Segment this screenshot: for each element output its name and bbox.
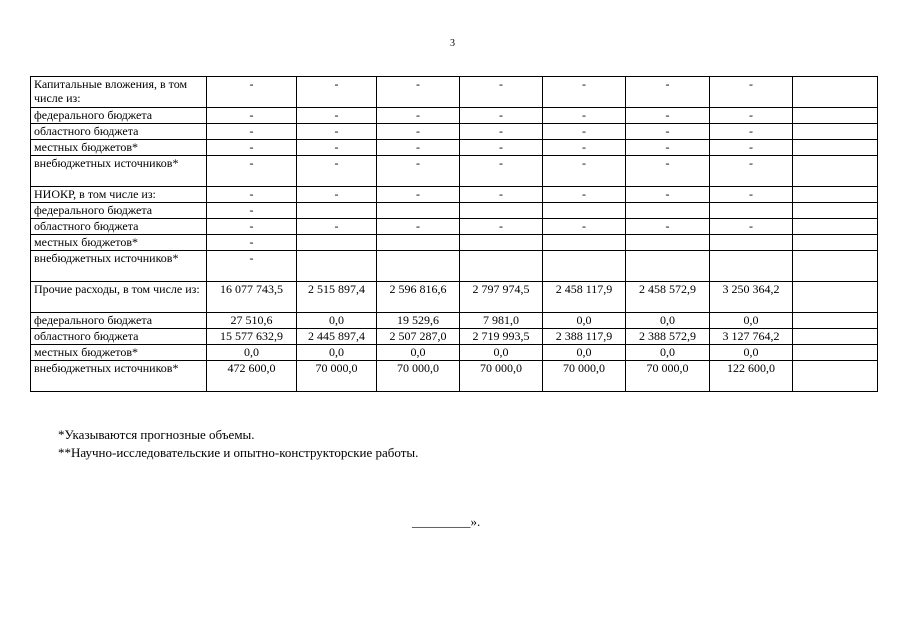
table-cell: 70 000,0 xyxy=(626,361,710,392)
footnote-niokr: **Научно-исследовательские и опытно-конструкторские работы. xyxy=(58,445,419,460)
page-number: 3 xyxy=(450,38,455,49)
table-cell xyxy=(543,251,626,282)
table-cell: 2 515 897,4 xyxy=(297,282,377,313)
table-cell: 0,0 xyxy=(710,313,793,329)
row-label: Капитальные вложения, в том числе из: xyxy=(31,77,207,108)
footnote-forecast: *Указываются прогнозные объемы. xyxy=(58,427,255,442)
table-cell xyxy=(793,77,878,108)
table-row xyxy=(31,282,878,313)
table-cell: 15 577 632,9 xyxy=(207,329,297,345)
table-cell: 0,0 xyxy=(626,313,710,329)
row-label: областного бюджета xyxy=(31,329,207,345)
table-row xyxy=(31,235,878,251)
table-cell xyxy=(297,203,377,219)
table-cell: 27 510,6 xyxy=(207,313,297,329)
table-cell xyxy=(377,235,460,251)
table-cell xyxy=(710,251,793,282)
table-cell xyxy=(377,251,460,282)
table-cell: 70 000,0 xyxy=(297,361,377,392)
table-cell: - xyxy=(297,124,377,140)
table-cell xyxy=(460,235,543,251)
table-cell xyxy=(626,235,710,251)
table-cell: - xyxy=(207,124,297,140)
table-cell: 2 388 117,9 xyxy=(543,329,626,345)
table-cell: 0,0 xyxy=(710,345,793,361)
table-cell xyxy=(543,203,626,219)
row-label: областного бюджета xyxy=(31,124,207,140)
table-cell: - xyxy=(710,187,793,203)
table-cell xyxy=(377,203,460,219)
row-label: НИОКР, в том числе из: xyxy=(31,187,207,203)
table-cell: - xyxy=(543,77,626,108)
table-cell: - xyxy=(710,219,793,235)
row-label: областного бюджета xyxy=(31,219,207,235)
table-cell xyxy=(793,140,878,156)
table-cell: - xyxy=(460,124,543,140)
table-cell: - xyxy=(626,108,710,124)
table-cell: - xyxy=(626,219,710,235)
table-cell xyxy=(710,203,793,219)
table-cell: 2 458 572,9 xyxy=(626,282,710,313)
row-label: федерального бюджета xyxy=(31,313,207,329)
table-cell: - xyxy=(543,187,626,203)
table-row xyxy=(31,345,878,361)
row-label: внебюджетных источников* xyxy=(31,251,207,282)
table-cell: 70 000,0 xyxy=(377,361,460,392)
table-row xyxy=(31,187,878,203)
table-row xyxy=(31,140,878,156)
budget-table-body xyxy=(31,77,878,392)
table-cell: - xyxy=(297,77,377,108)
table-cell: - xyxy=(710,108,793,124)
table-cell: 3 250 364,2 xyxy=(710,282,793,313)
table-cell xyxy=(626,203,710,219)
table-cell: 3 127 764,2 xyxy=(710,329,793,345)
table-cell xyxy=(460,203,543,219)
row-label: местных бюджетов* xyxy=(31,235,207,251)
table-cell: - xyxy=(297,140,377,156)
table-cell: - xyxy=(207,235,297,251)
table-row xyxy=(31,108,878,124)
table-cell: - xyxy=(297,219,377,235)
table-cell: 70 000,0 xyxy=(543,361,626,392)
table-cell: - xyxy=(207,108,297,124)
table-cell xyxy=(793,108,878,124)
table-cell: 70 000,0 xyxy=(460,361,543,392)
table-cell: - xyxy=(207,251,297,282)
table-cell: - xyxy=(710,140,793,156)
table-cell: - xyxy=(626,77,710,108)
table-cell: 0,0 xyxy=(297,345,377,361)
table-cell: - xyxy=(543,124,626,140)
table-cell xyxy=(793,124,878,140)
table-cell xyxy=(297,251,377,282)
row-label: внебюджетных источников* xyxy=(31,361,207,392)
table-row xyxy=(31,156,878,187)
table-cell: - xyxy=(207,77,297,108)
table-cell: 2 458 117,9 xyxy=(543,282,626,313)
table-cell: - xyxy=(460,140,543,156)
budget-table xyxy=(30,76,878,392)
table-cell: - xyxy=(377,187,460,203)
table-cell xyxy=(793,345,878,361)
table-cell xyxy=(793,219,878,235)
table-cell: - xyxy=(710,156,793,187)
table-row xyxy=(31,124,878,140)
table-cell: - xyxy=(207,203,297,219)
table-cell: - xyxy=(377,124,460,140)
table-cell: - xyxy=(377,156,460,187)
table-cell: 7 981,0 xyxy=(460,313,543,329)
row-label: Прочие расходы, в том числе из: xyxy=(31,282,207,313)
table-cell xyxy=(793,361,878,392)
table-cell: - xyxy=(207,219,297,235)
table-cell: - xyxy=(626,140,710,156)
table-row xyxy=(31,203,878,219)
table-cell: 2 388 572,9 xyxy=(626,329,710,345)
table-cell: 0,0 xyxy=(626,345,710,361)
table-cell xyxy=(793,187,878,203)
table-cell: 0,0 xyxy=(543,345,626,361)
table-cell: - xyxy=(543,219,626,235)
table-cell: 0,0 xyxy=(460,345,543,361)
row-label: внебюджетных источников* xyxy=(31,156,207,187)
table-cell xyxy=(793,251,878,282)
row-label: федерального бюджета xyxy=(31,203,207,219)
table-cell: - xyxy=(626,156,710,187)
table-row xyxy=(31,251,878,282)
table-cell: - xyxy=(377,140,460,156)
table-cell: - xyxy=(377,77,460,108)
table-cell xyxy=(793,203,878,219)
table-cell: 2 596 816,6 xyxy=(377,282,460,313)
table-cell xyxy=(710,235,793,251)
table-cell: - xyxy=(377,219,460,235)
table-row xyxy=(31,313,878,329)
table-cell: - xyxy=(710,77,793,108)
row-label: местных бюджетов* xyxy=(31,140,207,156)
table-cell xyxy=(626,251,710,282)
table-cell: - xyxy=(460,156,543,187)
table-cell: 2 719 993,5 xyxy=(460,329,543,345)
table-cell: - xyxy=(377,108,460,124)
table-cell xyxy=(793,235,878,251)
table-cell: 0,0 xyxy=(207,345,297,361)
table-cell: - xyxy=(297,187,377,203)
table-cell: - xyxy=(207,187,297,203)
table-cell: 0,0 xyxy=(543,313,626,329)
table-cell: - xyxy=(626,124,710,140)
table-cell: - xyxy=(543,108,626,124)
table-cell: 122 600,0 xyxy=(710,361,793,392)
table-cell: - xyxy=(297,156,377,187)
table-cell xyxy=(297,235,377,251)
table-row xyxy=(31,77,878,108)
table-cell: 0,0 xyxy=(297,313,377,329)
table-row xyxy=(31,219,878,235)
table-cell xyxy=(793,313,878,329)
table-cell: - xyxy=(460,77,543,108)
row-label: федерального бюджета xyxy=(31,108,207,124)
table-cell: - xyxy=(710,124,793,140)
table-cell: - xyxy=(460,219,543,235)
table-cell: - xyxy=(460,108,543,124)
table-cell: - xyxy=(297,108,377,124)
table-cell xyxy=(460,251,543,282)
table-cell xyxy=(793,282,878,313)
table-cell: - xyxy=(207,156,297,187)
table-cell: 16 077 743,5 xyxy=(207,282,297,313)
table-cell xyxy=(793,329,878,345)
table-row xyxy=(31,329,878,345)
table-cell: 472 600,0 xyxy=(207,361,297,392)
table-cell: 2 445 897,4 xyxy=(297,329,377,345)
table-cell xyxy=(793,156,878,187)
table-cell: 0,0 xyxy=(377,345,460,361)
table-row xyxy=(31,361,878,392)
closing-line: _________». xyxy=(412,514,481,529)
table-cell: 2 507 287,0 xyxy=(377,329,460,345)
footnotes xyxy=(58,426,418,462)
table-cell: 19 529,6 xyxy=(377,313,460,329)
table-cell: - xyxy=(460,187,543,203)
table-cell: - xyxy=(626,187,710,203)
table-cell: - xyxy=(543,140,626,156)
table-cell xyxy=(543,235,626,251)
table-cell: - xyxy=(543,156,626,187)
table-cell: 2 797 974,5 xyxy=(460,282,543,313)
table-cell: - xyxy=(207,140,297,156)
row-label: местных бюджетов* xyxy=(31,345,207,361)
